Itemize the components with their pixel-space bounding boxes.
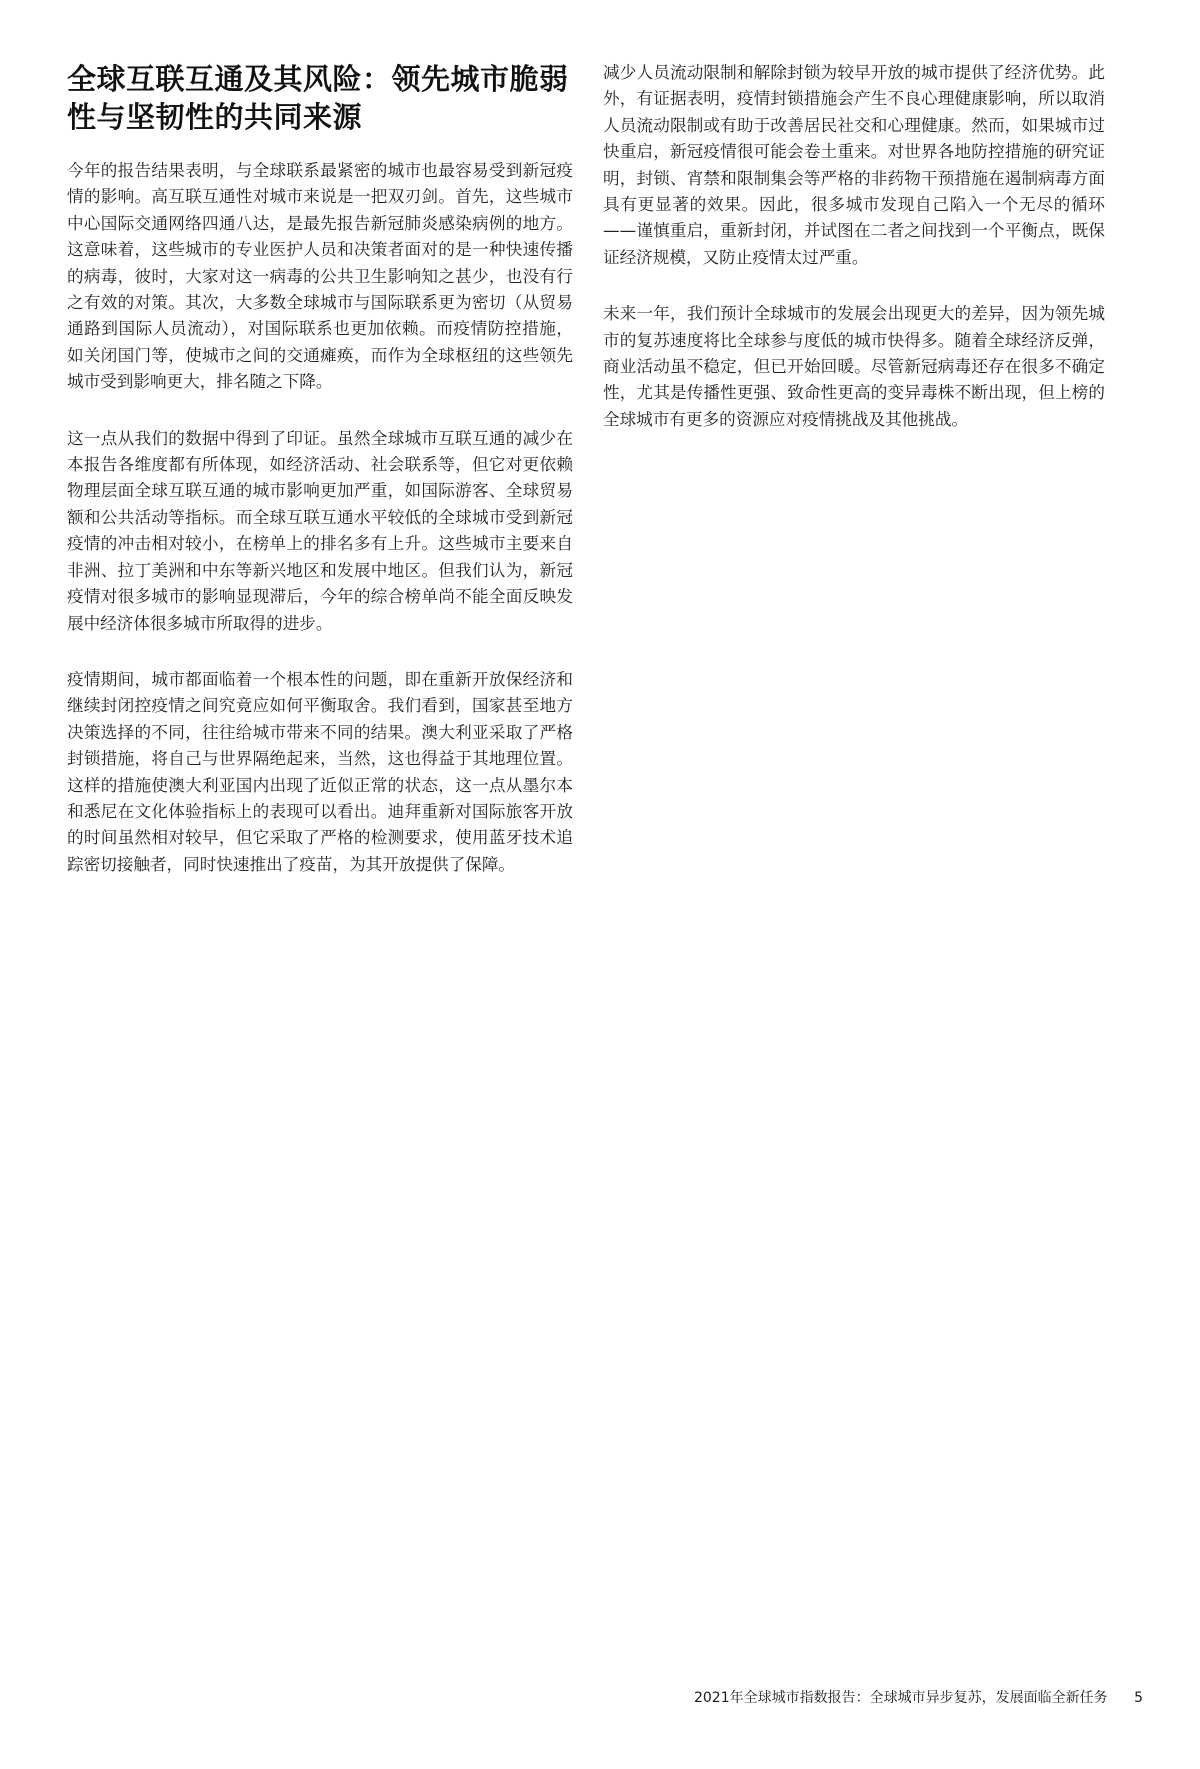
right-column bbox=[603, 60, 1105, 463]
section-title: 全球互联互通及其风险：领先城市脆弱性与坚韧性的共同来源 bbox=[67, 62, 569, 134]
left-column bbox=[67, 60, 573, 908]
page-number: 5 bbox=[1134, 1690, 1143, 1706]
paragraph-3: 疫情期间，城市都面临着一个根本性的问题，即在重新开放保经济和继续封闭控疫情之间究竟应如何平衡取舍。我们看到，国家甚至地方决策选择的不同，往往给城市带来不同的结果。澳大利亚采取了严格封锁措施，将自己与世界隔绝起来，当然，这也得益于其地理位置。这样的措施使澳大利亚国内出现了近似正常的状态，这一点从墨尔本和悉尼在文化体验指标上的表现可以看出。迪拜重新对国际旅客开放的时间虽然相对较早，但它采取了严格的检测要求，使用蓝牙技术追踪密切接触者，同时快速推出了疫苗，为其开放提供了保障。 bbox=[67, 669, 573, 874]
paragraph-1: 今年的报告结果表明，与全球联系最紧密的城市也最容易受到新冠疫情的影响。高互联互通性对城市来说是一把双刃剑。首先，这些城市中心国际交通网络四通八达，是最先报告新冠肺炎感染病例的地方。这意味着，这些城市的专业医护人员和决策者面对的是一种快速传播的病毒，彼时，大家对这一病毒的公共卫生影响知之甚少，也没有行之有效的对策。其次，大多数全球城市与国际联系更为密切（从贸易通路到国际人员流动），对国际联系也更加依赖。而疫情防控措施，如关闭国门等，使城市之间的交通瘫痪，而作为全球枢纽的这些领先城市受到影响更大，排名随之下降。 bbox=[67, 161, 573, 392]
paragraph-4: 减少人员流动限制和解除封锁为较早开放的城市提供了经济优势。此外，有证据表明，疫情封锁措施会产生不良心理健康影响，所以取消人员流动限制或有助于改善居民社交和心理健康。然而，如果城市过快重启，新冠疫情很可能会卷土重来。对世界各地防控措施的研究证明，封锁、宵禁和限制集会等严格的非药物干预措施在遏制病毒方面具有更显著的效果。因此，很多城市发现自己陷入一个无尽的循环——谨慎重启，重新封闭，并试图在二者之间找到一个平衡点，既保证经济规模，又防止疫情太过严重。 bbox=[603, 63, 1105, 267]
page-footer bbox=[694, 1689, 1143, 1707]
paragraph-5: 未来一年，我们预计全球城市的发展会出现更大的差异，因为领先城市的复苏速度将比全球参与度低的城市快得多。随着全球经济反弹，商业活动虽不稳定，但已开始回暖。尽管新冠病毒还存在很多不确定性，尤其是传播性更强、致命性更高的变异毒株不断出现，但上榜的全球城市有更多的资源应对疫情挑战及其他挑战。 bbox=[603, 304, 1105, 429]
footer-report-title: 2021年全球城市指数报告：全球城市异步复苏，发展面临全新任务 bbox=[693, 1690, 1108, 1706]
paragraph-2: 这一点从我们的数据中得到了印证。虽然全球城市互联互通的减少在本报告各维度都有所体现，如经济活动、社会联系等，但它对更依赖物理层面全球互联互通的城市影响更加严重，如国际游客、全球贸易额和公共活动等指标。而全球互联互通水平较低的全球城市受到新冠疫情的冲击相对较小，在榜单上的排名多有上升。这些城市主要来自非洲、拉丁美洲和中东等新兴地区和发展中地区。但我们认为，新冠疫情对很多城市的影响显现滞后，今年的综合榜单尚不能全面反映发展中经济体很多城市所取得的进步。 bbox=[67, 428, 573, 633]
